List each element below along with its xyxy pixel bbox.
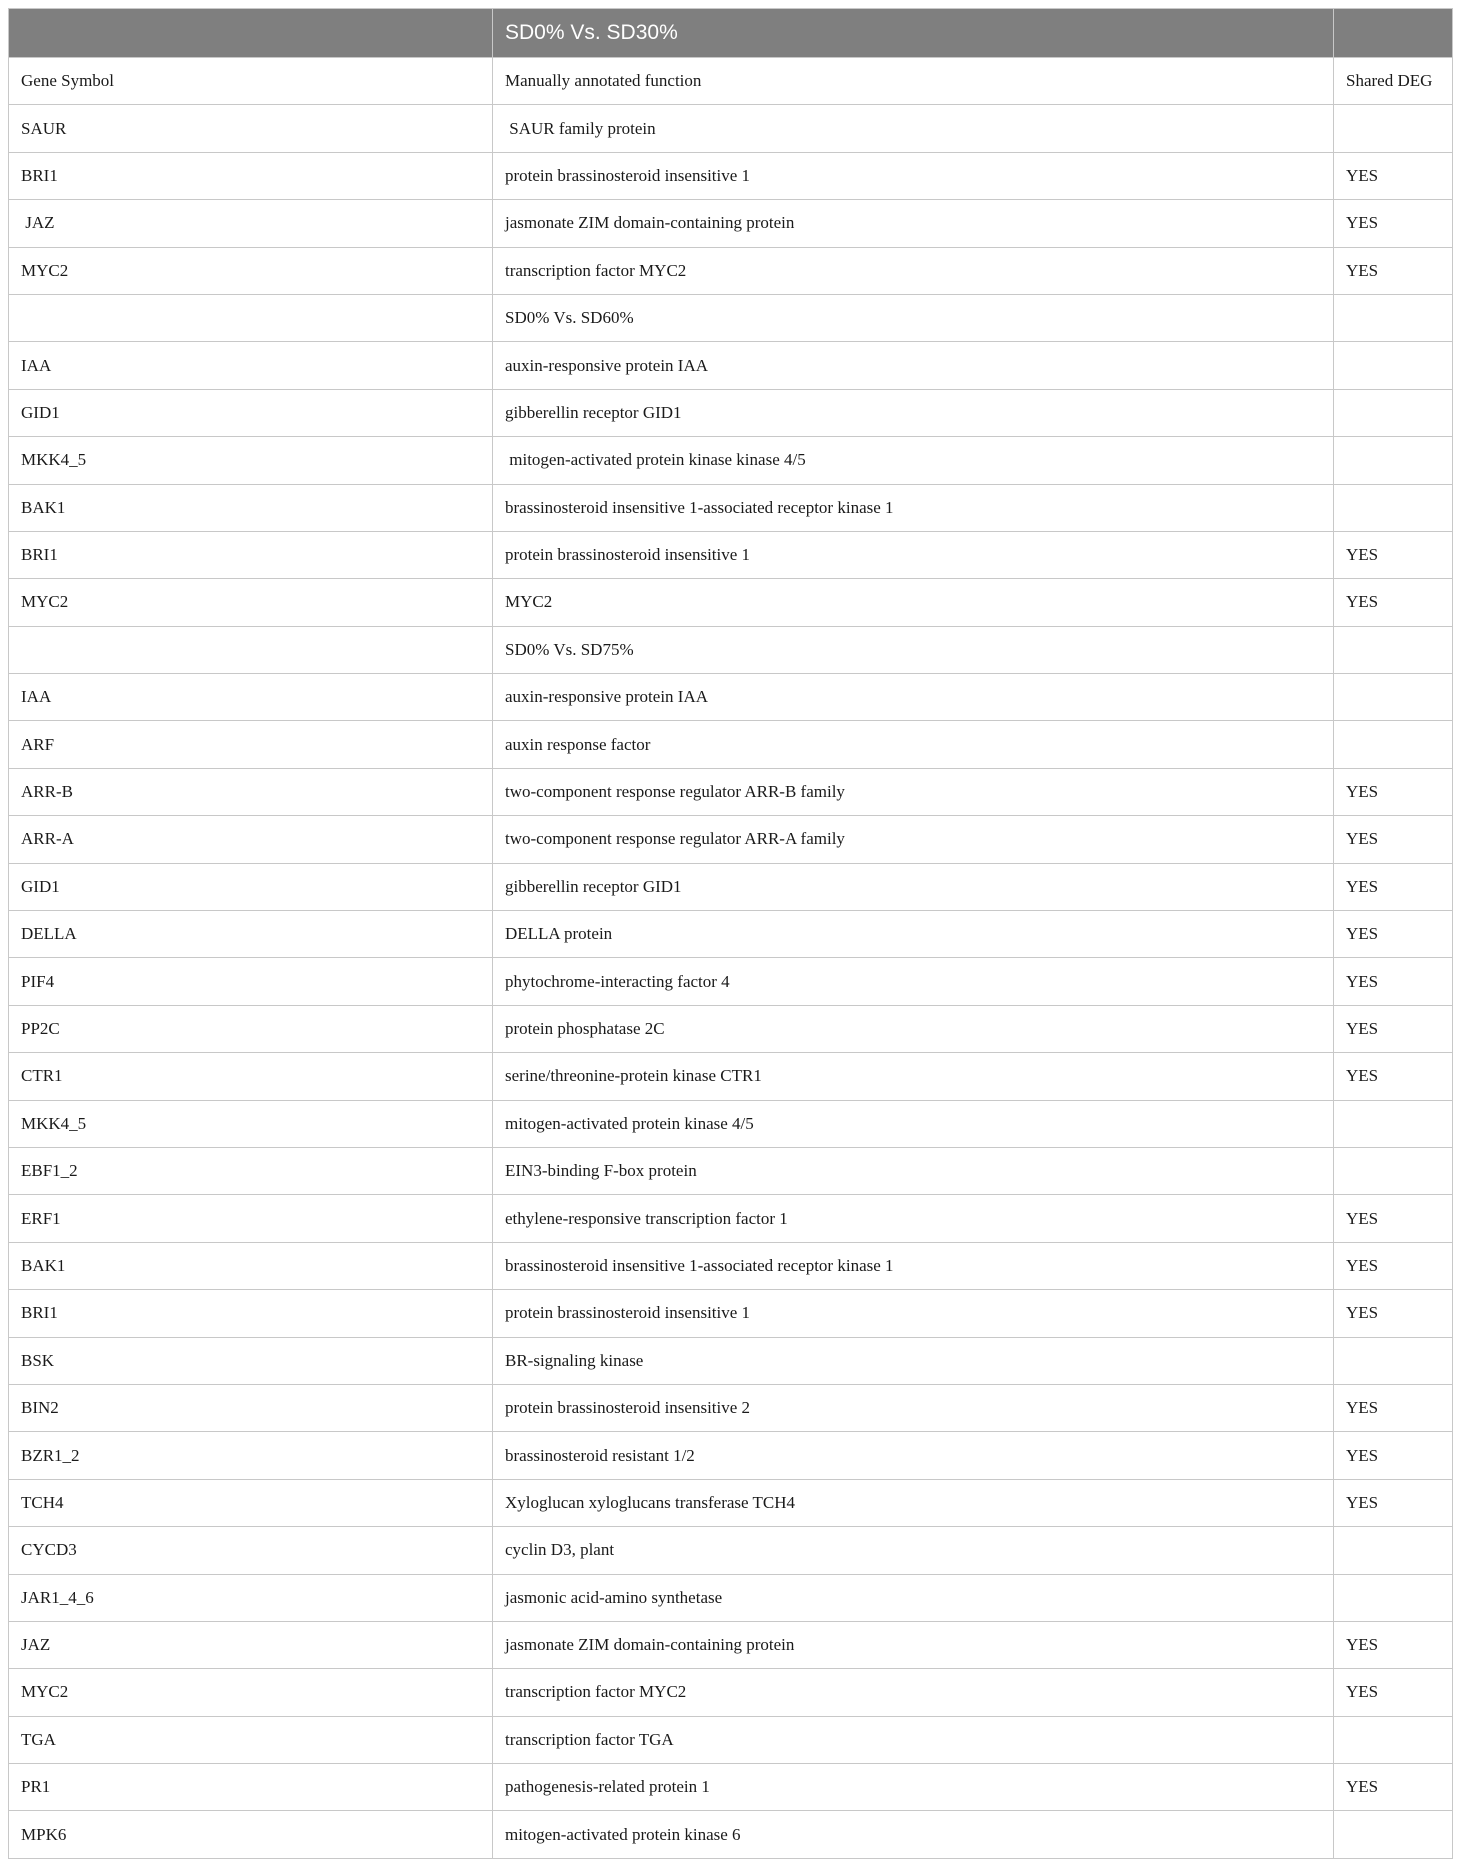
gene-symbol-cell	[9, 626, 493, 673]
gene-symbol-cell: EBF1_2	[9, 1147, 493, 1194]
shared-deg-cell: YES	[1334, 1621, 1453, 1668]
shared-deg-cell: YES	[1334, 1005, 1453, 1052]
shared-deg-cell	[1334, 626, 1453, 673]
gene-symbol-cell: ARR-A	[9, 816, 493, 863]
shared-deg-cell	[1334, 1100, 1453, 1147]
gene-symbol-cell: MPK6	[9, 1811, 493, 1858]
table-row	[9, 674, 1453, 721]
table-row	[9, 1147, 1453, 1194]
table-row	[9, 105, 1453, 152]
shared-deg-cell: YES	[1334, 579, 1453, 626]
gene-symbol-cell: DELLA	[9, 911, 493, 958]
table-row	[9, 342, 1453, 389]
table-row	[9, 958, 1453, 1005]
shared-deg-cell	[1334, 1811, 1453, 1858]
table-row	[9, 1811, 1453, 1858]
shared-deg-cell	[1334, 389, 1453, 436]
shared-deg-cell	[1334, 1574, 1453, 1621]
shared-deg-cell: YES	[1334, 1242, 1453, 1289]
function-cell: serine/threonine-protein kinase CTR1	[493, 1053, 1334, 1100]
shared-deg-cell: YES	[1334, 958, 1453, 1005]
gene-symbol-cell: PR1	[9, 1764, 493, 1811]
shared-deg-cell	[1334, 105, 1453, 152]
section-title-cell: SD0% Vs. SD75%	[493, 626, 1334, 673]
table-row	[9, 816, 1453, 863]
function-cell: transcription factor TGA	[493, 1716, 1334, 1763]
table-row	[9, 152, 1453, 199]
column-header-function: Manually annotated function	[493, 58, 1334, 105]
section-header-row	[9, 626, 1453, 673]
table-row	[9, 1621, 1453, 1668]
shared-deg-cell	[1334, 437, 1453, 484]
shared-deg-cell: YES	[1334, 1384, 1453, 1431]
shared-deg-cell: YES	[1334, 531, 1453, 578]
function-cell: EIN3-binding F-box protein	[493, 1147, 1334, 1194]
title-spacer-cell	[9, 9, 493, 58]
shared-deg-cell	[1334, 1527, 1453, 1574]
function-cell: auxin-responsive protein IAA	[493, 674, 1334, 721]
function-cell: jasmonate ZIM domain-containing protein	[493, 1621, 1334, 1668]
shared-deg-cell: YES	[1334, 863, 1453, 910]
gene-symbol-cell: BZR1_2	[9, 1432, 493, 1479]
shared-deg-cell	[1334, 674, 1453, 721]
shared-deg-cell: YES	[1334, 1669, 1453, 1716]
table-row	[9, 1290, 1453, 1337]
table-row	[9, 1432, 1453, 1479]
function-cell: brassinosteroid insensitive 1-associated receptor kinase 1	[493, 1242, 1334, 1289]
function-cell: brassinosteroid resistant 1/2	[493, 1432, 1334, 1479]
gene-symbol-cell: BRI1	[9, 1290, 493, 1337]
function-cell: mitogen-activated protein kinase 6	[493, 1811, 1334, 1858]
table-row	[9, 1384, 1453, 1431]
table-row	[9, 484, 1453, 531]
function-cell: protein brassinosteroid insensitive 1	[493, 531, 1334, 578]
table-row	[9, 1005, 1453, 1052]
function-cell: mitogen-activated protein kinase 4/5	[493, 1100, 1334, 1147]
gene-symbol-cell: MKK4_5	[9, 1100, 493, 1147]
shared-deg-cell: YES	[1334, 152, 1453, 199]
gene-table	[8, 8, 1453, 1859]
table-row	[9, 1100, 1453, 1147]
gene-symbol-cell: ARR-B	[9, 768, 493, 815]
function-cell: protein brassinosteroid insensitive 2	[493, 1384, 1334, 1431]
table-row	[9, 1527, 1453, 1574]
section-header-row	[9, 294, 1453, 341]
shared-deg-cell	[1334, 294, 1453, 341]
function-cell: auxin-responsive protein IAA	[493, 342, 1334, 389]
function-cell: jasmonic acid-amino synthetase	[493, 1574, 1334, 1621]
gene-symbol-cell: MYC2	[9, 579, 493, 626]
function-cell: brassinosteroid insensitive 1-associated receptor kinase 1	[493, 484, 1334, 531]
function-cell: Xyloglucan xyloglucans transferase TCH4	[493, 1479, 1334, 1526]
table-row	[9, 1337, 1453, 1384]
shared-deg-cell: YES	[1334, 1432, 1453, 1479]
table-row	[9, 1053, 1453, 1100]
gene-symbol-cell: BAK1	[9, 1242, 493, 1289]
gene-symbol-cell: MYC2	[9, 1669, 493, 1716]
column-header-shared-deg: Shared DEG	[1334, 58, 1453, 105]
function-cell: cyclin D3, plant	[493, 1527, 1334, 1574]
function-cell: BR-signaling kinase	[493, 1337, 1334, 1384]
table-title: SD0% Vs. SD30%	[493, 9, 1334, 58]
shared-deg-cell	[1334, 1716, 1453, 1763]
table-row	[9, 389, 1453, 436]
function-cell: auxin response factor	[493, 721, 1334, 768]
shared-deg-cell: YES	[1334, 768, 1453, 815]
function-cell: two-component response regulator ARR-A family	[493, 816, 1334, 863]
section-title-cell: SD0% Vs. SD60%	[493, 294, 1334, 341]
gene-symbol-cell: JAR1_4_6	[9, 1574, 493, 1621]
gene-symbol-cell: GID1	[9, 863, 493, 910]
shared-deg-cell: YES	[1334, 200, 1453, 247]
gene-symbol-cell: BAK1	[9, 484, 493, 531]
table-row	[9, 721, 1453, 768]
table-row	[9, 247, 1453, 294]
table-row	[9, 1716, 1453, 1763]
function-cell: protein phosphatase 2C	[493, 1005, 1334, 1052]
gene-symbol-cell: ERF1	[9, 1195, 493, 1242]
function-cell: MYC2	[493, 579, 1334, 626]
shared-deg-cell	[1334, 1147, 1453, 1194]
shared-deg-cell	[1334, 484, 1453, 531]
gene-symbol-cell	[9, 294, 493, 341]
table-title-row	[9, 9, 1453, 58]
function-cell: two-component response regulator ARR-B family	[493, 768, 1334, 815]
shared-deg-cell: YES	[1334, 1053, 1453, 1100]
function-cell: mitogen-activated protein kinase kinase 4/5	[493, 437, 1334, 484]
shared-deg-cell: YES	[1334, 1479, 1453, 1526]
column-header-row	[9, 58, 1453, 105]
function-cell: protein brassinosteroid insensitive 1	[493, 1290, 1334, 1337]
function-cell: ethylene-responsive transcription factor 1	[493, 1195, 1334, 1242]
gene-symbol-cell: ARF	[9, 721, 493, 768]
table-row	[9, 768, 1453, 815]
table-row	[9, 1242, 1453, 1289]
shared-deg-cell: YES	[1334, 911, 1453, 958]
table-row	[9, 1764, 1453, 1811]
table-row	[9, 1669, 1453, 1716]
gene-symbol-cell: PIF4	[9, 958, 493, 1005]
shared-deg-cell: YES	[1334, 1764, 1453, 1811]
gene-symbol-cell: BRI1	[9, 152, 493, 199]
gene-symbol-cell: BSK	[9, 1337, 493, 1384]
gene-symbol-cell: CTR1	[9, 1053, 493, 1100]
gene-symbol-cell: BIN2	[9, 1384, 493, 1431]
shared-deg-cell: YES	[1334, 247, 1453, 294]
gene-symbol-cell: IAA	[9, 342, 493, 389]
function-cell: transcription factor MYC2	[493, 247, 1334, 294]
shared-deg-cell: YES	[1334, 1290, 1453, 1337]
function-cell: transcription factor MYC2	[493, 1669, 1334, 1716]
gene-symbol-cell: JAZ	[9, 200, 493, 247]
function-cell: pathogenesis-related protein 1	[493, 1764, 1334, 1811]
gene-symbol-cell: MKK4_5	[9, 437, 493, 484]
table-row	[9, 531, 1453, 578]
shared-deg-cell: YES	[1334, 816, 1453, 863]
gene-symbol-cell: CYCD3	[9, 1527, 493, 1574]
table-row	[9, 437, 1453, 484]
function-cell: jasmonate ZIM domain-containing protein	[493, 200, 1334, 247]
title-spacer-cell	[1334, 9, 1453, 58]
column-header-gene-symbol: Gene Symbol	[9, 58, 493, 105]
gene-symbol-cell: BRI1	[9, 531, 493, 578]
shared-deg-cell: YES	[1334, 1195, 1453, 1242]
function-cell: SAUR family protein	[493, 105, 1334, 152]
table-container	[8, 8, 1452, 1859]
gene-symbol-cell: PP2C	[9, 1005, 493, 1052]
function-cell: DELLA protein	[493, 911, 1334, 958]
table-row	[9, 1574, 1453, 1621]
function-cell: protein brassinosteroid insensitive 1	[493, 152, 1334, 199]
table-body	[9, 58, 1453, 1859]
gene-symbol-cell: GID1	[9, 389, 493, 436]
table-row	[9, 1479, 1453, 1526]
table-row	[9, 1195, 1453, 1242]
table-row	[9, 579, 1453, 626]
gene-symbol-cell: JAZ	[9, 1621, 493, 1668]
function-cell: phytochrome-interacting factor 4	[493, 958, 1334, 1005]
gene-symbol-cell: TCH4	[9, 1479, 493, 1526]
gene-symbol-cell: SAUR	[9, 105, 493, 152]
table-row	[9, 200, 1453, 247]
gene-symbol-cell: TGA	[9, 1716, 493, 1763]
table-row	[9, 863, 1453, 910]
shared-deg-cell	[1334, 721, 1453, 768]
function-cell: gibberellin receptor GID1	[493, 389, 1334, 436]
shared-deg-cell	[1334, 342, 1453, 389]
shared-deg-cell	[1334, 1337, 1453, 1384]
function-cell: gibberellin receptor GID1	[493, 863, 1334, 910]
gene-symbol-cell: IAA	[9, 674, 493, 721]
gene-symbol-cell: MYC2	[9, 247, 493, 294]
table-row	[9, 911, 1453, 958]
